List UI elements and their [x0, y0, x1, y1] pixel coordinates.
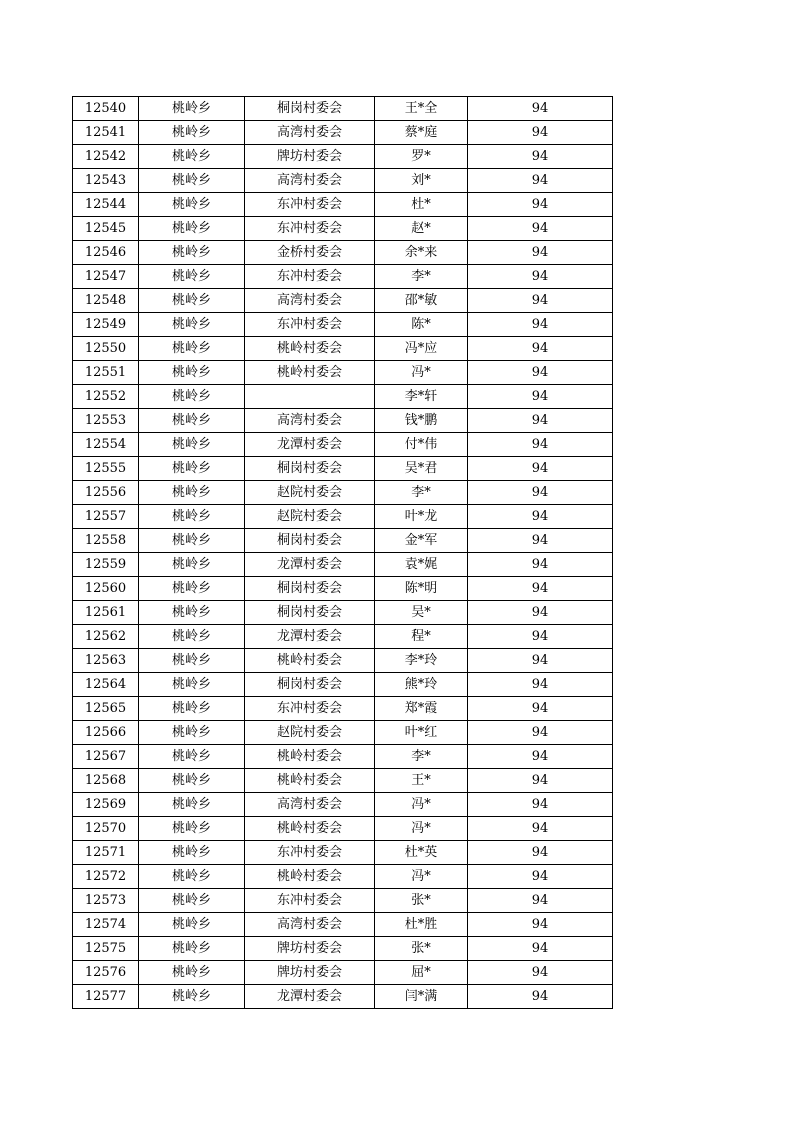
- table-row: [73, 385, 613, 409]
- cell-name: 蔡*庭: [375, 121, 468, 145]
- table-row: [73, 505, 613, 529]
- cell-name: 程*: [375, 625, 468, 649]
- table-row: [73, 145, 613, 169]
- cell-village: 东冲村委会: [245, 697, 375, 721]
- cell-name: 叶*龙: [375, 505, 468, 529]
- cell-score: 94: [468, 961, 613, 985]
- roster-table-body: [73, 97, 613, 1009]
- cell-village: 东冲村委会: [245, 193, 375, 217]
- cell-village: 桃岭村委会: [245, 745, 375, 769]
- cell-name: 冯*: [375, 361, 468, 385]
- cell-township: 桃岭乡: [139, 793, 245, 817]
- cell-score: 94: [468, 409, 613, 433]
- cell-score: 94: [468, 937, 613, 961]
- cell-score: 94: [468, 313, 613, 337]
- cell-village: 桃岭村委会: [245, 361, 375, 385]
- cell-id: 12566: [73, 721, 139, 745]
- cell-township: 桃岭乡: [139, 889, 245, 913]
- table-row: [73, 409, 613, 433]
- cell-id: 12549: [73, 313, 139, 337]
- cell-name: 屈*: [375, 961, 468, 985]
- cell-village: 桃岭村委会: [245, 865, 375, 889]
- cell-id: 12577: [73, 985, 139, 1009]
- cell-township: 桃岭乡: [139, 313, 245, 337]
- cell-village: 高湾村委会: [245, 913, 375, 937]
- cell-village: 牌坊村委会: [245, 937, 375, 961]
- cell-township: 桃岭乡: [139, 217, 245, 241]
- cell-name: 冯*: [375, 793, 468, 817]
- cell-village: 赵院村委会: [245, 481, 375, 505]
- cell-score: 94: [468, 169, 613, 193]
- cell-township: 桃岭乡: [139, 865, 245, 889]
- cell-score: 94: [468, 769, 613, 793]
- cell-village: 桃岭村委会: [245, 649, 375, 673]
- cell-id: 12573: [73, 889, 139, 913]
- cell-id: 12567: [73, 745, 139, 769]
- table-row: [73, 649, 613, 673]
- cell-id: 12553: [73, 409, 139, 433]
- cell-id: 12552: [73, 385, 139, 409]
- cell-township: 桃岭乡: [139, 97, 245, 121]
- cell-score: 94: [468, 121, 613, 145]
- cell-township: 桃岭乡: [139, 601, 245, 625]
- cell-score: 94: [468, 217, 613, 241]
- cell-score: 94: [468, 745, 613, 769]
- cell-village: 金桥村委会: [245, 241, 375, 265]
- cell-village: 高湾村委会: [245, 169, 375, 193]
- cell-name: 冯*: [375, 817, 468, 841]
- cell-name: 金*军: [375, 529, 468, 553]
- cell-score: 94: [468, 145, 613, 169]
- cell-township: 桃岭乡: [139, 745, 245, 769]
- table-row: [73, 457, 613, 481]
- cell-score: 94: [468, 697, 613, 721]
- cell-name: 杜*英: [375, 841, 468, 865]
- cell-id: 12565: [73, 697, 139, 721]
- cell-name: 郑*霞: [375, 697, 468, 721]
- cell-township: 桃岭乡: [139, 433, 245, 457]
- cell-township: 桃岭乡: [139, 841, 245, 865]
- cell-score: 94: [468, 793, 613, 817]
- cell-id: 12564: [73, 673, 139, 697]
- cell-village: 牌坊村委会: [245, 145, 375, 169]
- table-row: [73, 193, 613, 217]
- cell-score: 94: [468, 865, 613, 889]
- cell-township: 桃岭乡: [139, 265, 245, 289]
- cell-id: 12545: [73, 217, 139, 241]
- cell-id: 12562: [73, 625, 139, 649]
- table-row: [73, 961, 613, 985]
- cell-name: 陈*: [375, 313, 468, 337]
- cell-village: [245, 385, 375, 409]
- table-row: [73, 529, 613, 553]
- cell-village: 赵院村委会: [245, 505, 375, 529]
- cell-score: 94: [468, 625, 613, 649]
- cell-village: 桐岗村委会: [245, 97, 375, 121]
- cell-id: 12554: [73, 433, 139, 457]
- cell-name: 李*轩: [375, 385, 468, 409]
- cell-township: 桃岭乡: [139, 409, 245, 433]
- table-row: [73, 745, 613, 769]
- cell-id: 12563: [73, 649, 139, 673]
- cell-township: 桃岭乡: [139, 913, 245, 937]
- cell-name: 冯*应: [375, 337, 468, 361]
- table-row: [73, 721, 613, 745]
- cell-name: 李*: [375, 265, 468, 289]
- cell-name: 吴*君: [375, 457, 468, 481]
- cell-score: 94: [468, 457, 613, 481]
- table-row: [73, 841, 613, 865]
- cell-score: 94: [468, 385, 613, 409]
- cell-township: 桃岭乡: [139, 289, 245, 313]
- cell-village: 高湾村委会: [245, 793, 375, 817]
- cell-township: 桃岭乡: [139, 985, 245, 1009]
- table-row: [73, 865, 613, 889]
- cell-name: 冯*: [375, 865, 468, 889]
- cell-id: 12569: [73, 793, 139, 817]
- table-row: [73, 265, 613, 289]
- table-row: [73, 601, 613, 625]
- cell-name: 付*伟: [375, 433, 468, 457]
- table-row: [73, 241, 613, 265]
- table-row: [73, 889, 613, 913]
- cell-township: 桃岭乡: [139, 553, 245, 577]
- cell-village: 东冲村委会: [245, 889, 375, 913]
- cell-village: 桃岭村委会: [245, 337, 375, 361]
- cell-township: 桃岭乡: [139, 145, 245, 169]
- cell-township: 桃岭乡: [139, 505, 245, 529]
- cell-score: 94: [468, 673, 613, 697]
- cell-township: 桃岭乡: [139, 697, 245, 721]
- cell-id: 12574: [73, 913, 139, 937]
- cell-township: 桃岭乡: [139, 577, 245, 601]
- cell-id: 12550: [73, 337, 139, 361]
- cell-name: 邵*敏: [375, 289, 468, 313]
- table-row: [73, 937, 613, 961]
- cell-id: 12568: [73, 769, 139, 793]
- cell-village: 高湾村委会: [245, 289, 375, 313]
- cell-name: 吴*: [375, 601, 468, 625]
- table-row: [73, 217, 613, 241]
- cell-name: 王*: [375, 769, 468, 793]
- table-row: [73, 169, 613, 193]
- cell-score: 94: [468, 433, 613, 457]
- cell-village: 东冲村委会: [245, 265, 375, 289]
- cell-name: 杜*胜: [375, 913, 468, 937]
- cell-name: 袁*娓: [375, 553, 468, 577]
- cell-village: 桐岗村委会: [245, 529, 375, 553]
- cell-village: 高湾村委会: [245, 121, 375, 145]
- cell-score: 94: [468, 193, 613, 217]
- cell-score: 94: [468, 289, 613, 313]
- cell-score: 94: [468, 841, 613, 865]
- cell-township: 桃岭乡: [139, 817, 245, 841]
- cell-village: 赵院村委会: [245, 721, 375, 745]
- cell-village: 龙潭村委会: [245, 553, 375, 577]
- cell-village: 桐岗村委会: [245, 601, 375, 625]
- cell-score: 94: [468, 817, 613, 841]
- table-row: [73, 673, 613, 697]
- roster-table: [72, 96, 613, 1009]
- cell-score: 94: [468, 577, 613, 601]
- cell-name: 闫*满: [375, 985, 468, 1009]
- cell-village: 牌坊村委会: [245, 961, 375, 985]
- cell-id: 12556: [73, 481, 139, 505]
- cell-township: 桃岭乡: [139, 625, 245, 649]
- cell-village: 桃岭村委会: [245, 817, 375, 841]
- table-row: [73, 817, 613, 841]
- cell-name: 余*来: [375, 241, 468, 265]
- cell-township: 桃岭乡: [139, 937, 245, 961]
- cell-township: 桃岭乡: [139, 169, 245, 193]
- cell-village: 东冲村委会: [245, 217, 375, 241]
- cell-village: 龙潭村委会: [245, 625, 375, 649]
- table-row: [73, 769, 613, 793]
- cell-township: 桃岭乡: [139, 457, 245, 481]
- table-row: [73, 913, 613, 937]
- cell-score: 94: [468, 601, 613, 625]
- cell-village: 桐岗村委会: [245, 457, 375, 481]
- table-row: [73, 97, 613, 121]
- cell-score: 94: [468, 481, 613, 505]
- cell-name: 陈*明: [375, 577, 468, 601]
- cell-township: 桃岭乡: [139, 961, 245, 985]
- cell-village: 桃岭村委会: [245, 769, 375, 793]
- cell-name: 杜*: [375, 193, 468, 217]
- cell-village: 龙潭村委会: [245, 985, 375, 1009]
- cell-score: 94: [468, 337, 613, 361]
- cell-score: 94: [468, 721, 613, 745]
- cell-id: 12551: [73, 361, 139, 385]
- cell-township: 桃岭乡: [139, 337, 245, 361]
- cell-township: 桃岭乡: [139, 673, 245, 697]
- cell-name: 张*: [375, 937, 468, 961]
- cell-score: 94: [468, 361, 613, 385]
- cell-name: 罗*: [375, 145, 468, 169]
- cell-score: 94: [468, 913, 613, 937]
- table-row: [73, 553, 613, 577]
- table-row: [73, 121, 613, 145]
- cell-township: 桃岭乡: [139, 193, 245, 217]
- table-row: [73, 625, 613, 649]
- cell-id: 12555: [73, 457, 139, 481]
- cell-id: 12542: [73, 145, 139, 169]
- cell-township: 桃岭乡: [139, 481, 245, 505]
- cell-name: 熊*玲: [375, 673, 468, 697]
- cell-id: 12576: [73, 961, 139, 985]
- cell-id: 12561: [73, 601, 139, 625]
- cell-id: 12571: [73, 841, 139, 865]
- cell-id: 12543: [73, 169, 139, 193]
- cell-id: 12546: [73, 241, 139, 265]
- cell-id: 12572: [73, 865, 139, 889]
- cell-township: 桃岭乡: [139, 649, 245, 673]
- cell-name: 李*: [375, 481, 468, 505]
- cell-township: 桃岭乡: [139, 121, 245, 145]
- cell-township: 桃岭乡: [139, 529, 245, 553]
- cell-score: 94: [468, 265, 613, 289]
- cell-village: 桐岗村委会: [245, 577, 375, 601]
- cell-name: 叶*红: [375, 721, 468, 745]
- cell-score: 94: [468, 889, 613, 913]
- cell-township: 桃岭乡: [139, 721, 245, 745]
- table-row: [73, 793, 613, 817]
- cell-id: 12570: [73, 817, 139, 841]
- cell-score: 94: [468, 985, 613, 1009]
- cell-id: 12557: [73, 505, 139, 529]
- table-row: [73, 361, 613, 385]
- cell-score: 94: [468, 505, 613, 529]
- table-row: [73, 985, 613, 1009]
- cell-name: 刘*: [375, 169, 468, 193]
- cell-name: 钱*鹏: [375, 409, 468, 433]
- cell-village: 东冲村委会: [245, 841, 375, 865]
- table-row: [73, 313, 613, 337]
- table-row: [73, 433, 613, 457]
- table-row: [73, 337, 613, 361]
- cell-score: 94: [468, 97, 613, 121]
- cell-township: 桃岭乡: [139, 241, 245, 265]
- cell-township: 桃岭乡: [139, 769, 245, 793]
- cell-id: 12558: [73, 529, 139, 553]
- cell-score: 94: [468, 241, 613, 265]
- cell-village: 高湾村委会: [245, 409, 375, 433]
- cell-id: 12544: [73, 193, 139, 217]
- cell-id: 12560: [73, 577, 139, 601]
- cell-score: 94: [468, 649, 613, 673]
- table-row: [73, 289, 613, 313]
- cell-id: 12548: [73, 289, 139, 313]
- cell-village: 龙潭村委会: [245, 433, 375, 457]
- cell-id: 12559: [73, 553, 139, 577]
- cell-township: 桃岭乡: [139, 385, 245, 409]
- cell-name: 赵*: [375, 217, 468, 241]
- cell-score: 94: [468, 529, 613, 553]
- cell-township: 桃岭乡: [139, 361, 245, 385]
- cell-name: 王*全: [375, 97, 468, 121]
- cell-score: 94: [468, 553, 613, 577]
- cell-name: 张*: [375, 889, 468, 913]
- table-row: [73, 481, 613, 505]
- cell-id: 12540: [73, 97, 139, 121]
- cell-village: 桐岗村委会: [245, 673, 375, 697]
- cell-id: 12541: [73, 121, 139, 145]
- cell-name: 李*: [375, 745, 468, 769]
- cell-id: 12547: [73, 265, 139, 289]
- table-row: [73, 577, 613, 601]
- cell-id: 12575: [73, 937, 139, 961]
- table-row: [73, 697, 613, 721]
- cell-name: 李*玲: [375, 649, 468, 673]
- cell-village: 东冲村委会: [245, 313, 375, 337]
